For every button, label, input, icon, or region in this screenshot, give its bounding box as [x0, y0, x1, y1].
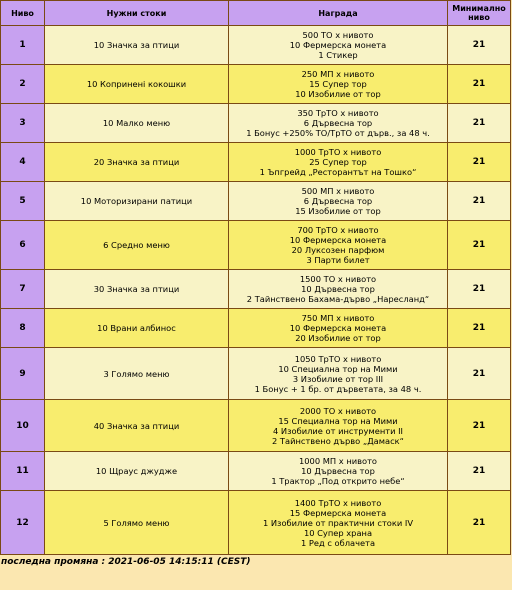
cell-level: 7 [1, 270, 44, 308]
cell-goods: 10 Коприненi кокошки [45, 65, 228, 103]
cell-goods: 3 Голямо меню [45, 348, 228, 399]
reward-line: 3 Изобилие от тор III [292, 373, 384, 384]
reward-line: 6 Дървесна тор [303, 196, 373, 206]
cell-min-level: 21 [448, 221, 510, 269]
reward-line: 2000 ТО х нивото [299, 405, 377, 416]
header-row [1, 1, 510, 25]
reward-line: 500 ТО х нивото [302, 30, 374, 40]
reward-line: 1 Стикер [318, 50, 358, 60]
reward-line: 1 Трактор „Под открито небе“ [271, 476, 405, 486]
cell-min-level: 21 [448, 143, 510, 181]
reward-line: 15 Супер тор [309, 79, 367, 89]
reward-line: 350 ТрТО х нивото [297, 108, 379, 118]
reward-line: 700 ТрТО х нивото [297, 225, 379, 235]
table-row [1, 182, 510, 220]
cell-reward [229, 491, 447, 554]
reward-line: 10 Дървесна тор [301, 284, 375, 294]
table-row [1, 26, 510, 64]
reward-line: 3 Парти билет [306, 255, 370, 265]
cell-goods: 5 Голямо меню [45, 491, 228, 554]
cell-level: 9 [1, 348, 44, 399]
cell-goods: 10 Моторизирани патици [45, 182, 228, 220]
cell-min-level: 21 [448, 182, 510, 220]
cell-level: 6 [1, 221, 44, 269]
reward-line: 1 Ред с облачета [300, 537, 376, 548]
reward-line: 1050 ТрТО х нивото [294, 353, 382, 364]
table-row [1, 104, 510, 142]
cell-goods: 10 Малко меню [45, 104, 228, 142]
reward-line: 15 Специална тор на Мими [278, 415, 398, 426]
reward-line: 20 Изобилие от тор [295, 333, 381, 343]
cell-min-level: 21 [448, 400, 510, 451]
cell-reward [229, 221, 447, 269]
cell-level: 1 [1, 26, 44, 64]
cell-reward [229, 270, 447, 308]
header-reward: Награда [229, 1, 447, 25]
cell-goods: 10 Врани албинос [45, 309, 228, 347]
cell-reward [229, 143, 447, 181]
cell-min-level: 21 [448, 348, 510, 399]
cell-goods: 10 Щраус джудже [45, 452, 228, 490]
reward-line: 15 Изобилие от тор [295, 206, 381, 216]
header-level: Ниво [1, 1, 44, 25]
reward-line: 4 Изобилие от инструменти II [272, 425, 404, 436]
reward-line: 1000 МП х нивото [298, 456, 378, 466]
cell-min-level: 21 [448, 104, 510, 142]
reward-line: 10 Фермерска монета [289, 235, 387, 245]
reward-line: 1 Изобилие от практични стоки IV [262, 517, 414, 528]
cell-reward [229, 104, 447, 142]
cell-min-level: 21 [448, 26, 510, 64]
header-min-level-line1: Минимално [452, 4, 506, 13]
cell-level: 3 [1, 104, 44, 142]
reward-line: 10 Фермерска монета [289, 40, 387, 50]
header-min-level-line2: ниво [468, 13, 490, 22]
last-modified: последна промяна : 2021-06-05 14:15:11 (CEST) [1, 557, 251, 567]
cell-min-level: 21 [448, 309, 510, 347]
header-goods: Нужни стоки [45, 1, 228, 25]
table-row [1, 452, 510, 490]
cell-level: 11 [1, 452, 44, 490]
table-row [1, 348, 510, 399]
reward-line: 10 Специална тор на Мими [278, 363, 398, 374]
cell-min-level: 21 [448, 270, 510, 308]
cell-goods: 40 Значка за птици [45, 400, 228, 451]
reward-line: 10 Изобилие от тор [295, 89, 381, 99]
cell-reward [229, 452, 447, 490]
cell-level: 4 [1, 143, 44, 181]
table-row [1, 65, 510, 103]
cell-goods: 30 Значка за птици [45, 270, 228, 308]
cell-reward [229, 65, 447, 103]
cell-reward [229, 182, 447, 220]
header-min-level [448, 1, 510, 25]
reward-line: 1 Ъпгрейд „Ресторантът на Тошко“ [259, 167, 417, 177]
reward-line: 10 Фермерска монета [289, 323, 387, 333]
cell-goods: 20 Значка за птици [45, 143, 228, 181]
reward-line: 25 Супер тор [309, 157, 367, 167]
table-row [1, 400, 510, 451]
reward-line: 2 Тайнствено дърво „Дамаск“ [272, 435, 404, 446]
cell-goods: 6 Средно меню [45, 221, 228, 269]
reward-line: 750 МП х нивото [301, 313, 375, 323]
cell-reward [229, 26, 447, 64]
cell-level: 5 [1, 182, 44, 220]
reward-line: 2 Тайнствено Бахама-дърво „Наресланд“ [246, 294, 430, 304]
table-row [1, 221, 510, 269]
reward-line: 20 Луксозен парфюм [291, 245, 385, 255]
reward-line: 250 МП х нивото [301, 69, 375, 79]
reward-line: 1 Бонус +250% ТО/ТрТО от дърв., за 48 ч. [246, 128, 430, 138]
table-row [1, 270, 510, 308]
table-row [1, 143, 510, 181]
reward-line: 1500 ТО х нивото [299, 274, 377, 284]
cell-level: 8 [1, 309, 44, 347]
cell-level: 2 [1, 65, 44, 103]
cell-min-level: 21 [448, 65, 510, 103]
reward-line: 6 Дървесна тор [303, 118, 373, 128]
cell-reward [229, 348, 447, 399]
reward-line: 500 МП х нивото [301, 186, 375, 196]
reward-line: 1400 ТрТО х нивото [294, 497, 382, 508]
reward-line: 15 Фермерска монета [289, 507, 387, 518]
table-row [1, 491, 510, 554]
cell-level: 10 [1, 400, 44, 451]
cell-min-level: 21 [448, 452, 510, 490]
reward-line: 1 Бонус + 1 бр. от дърветата, за 48 ч. [254, 383, 422, 394]
reward-line: 1000 ТрТО х нивото [294, 147, 382, 157]
cell-min-level: 21 [448, 491, 510, 554]
cell-reward [229, 400, 447, 451]
cell-reward [229, 309, 447, 347]
reward-line: 10 Дървесна тор [301, 466, 375, 476]
table-row [1, 309, 510, 347]
cell-level: 12 [1, 491, 44, 554]
reward-line: 10 Супер храна [303, 527, 373, 538]
cell-goods: 10 Значка за птици [45, 26, 228, 64]
